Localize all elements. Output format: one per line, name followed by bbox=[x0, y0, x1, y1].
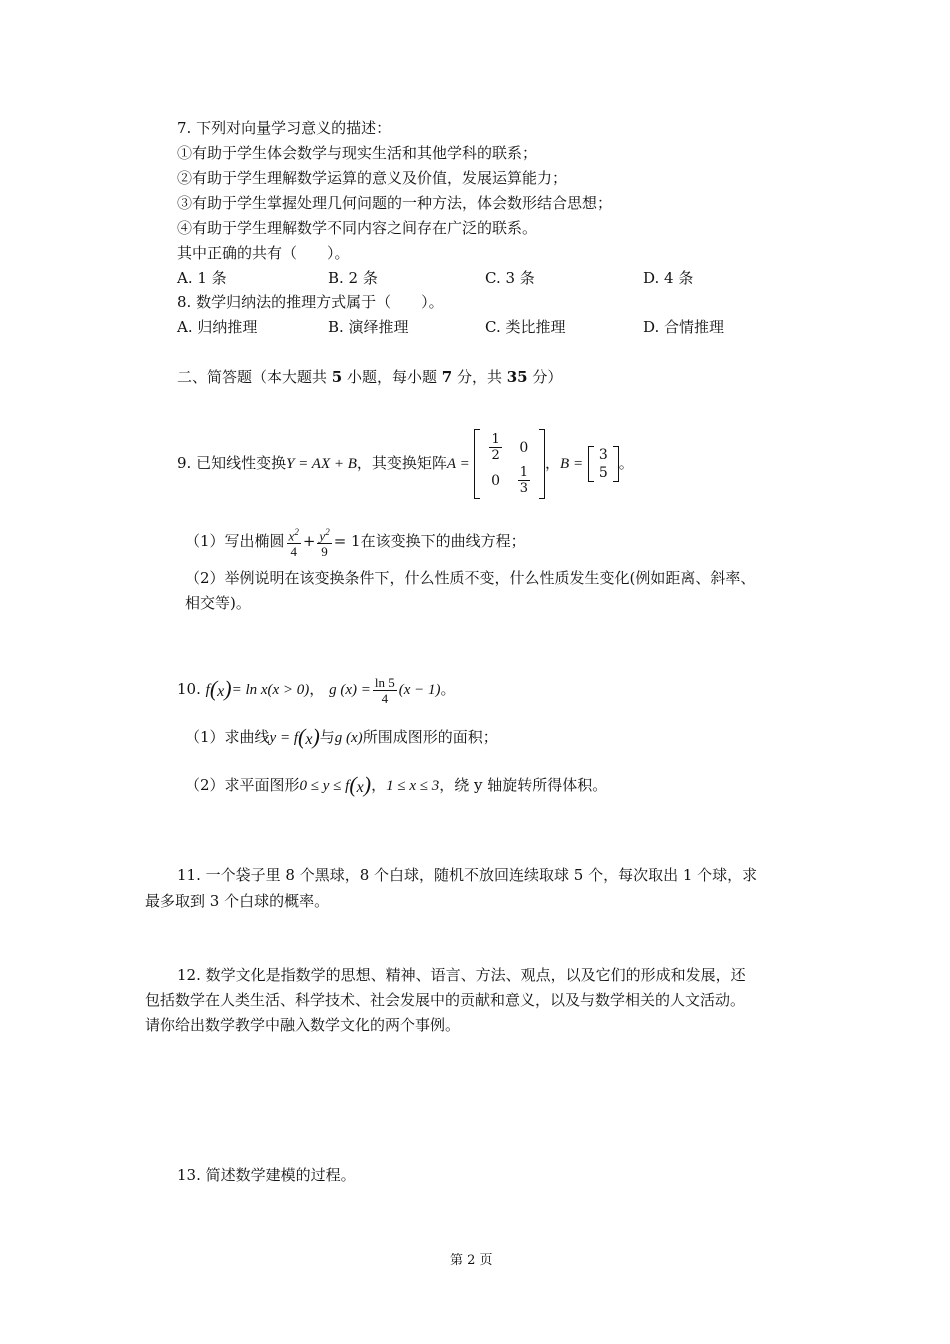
q8-option-a: A. 归纳推理 bbox=[177, 318, 258, 336]
ellipse-y-term: $\frac{y^2}{9}$ bbox=[319, 526, 330, 560]
q7-stem: 7. 下列对向量学习意义的描述： bbox=[177, 119, 392, 137]
q8-option-c: C. 类比推理 bbox=[485, 318, 566, 336]
q7-item-3: ③有助于学生掌握处理几何问题的一种方法，体会数形结合思想； bbox=[177, 194, 613, 212]
f-of-x: f(x) bbox=[205, 676, 232, 701]
q12-line-2: 包括数学在人类生活、科学技术、社会发展中的贡献和意义，以及与数学相关的人文活动。 bbox=[145, 991, 746, 1009]
q7-item-1: ①有助于学生体会数学与现实生活和其他学科的联系； bbox=[177, 144, 538, 162]
q11-line-2: 最多取到 3 个白球的概率。 bbox=[145, 892, 330, 910]
q10-part-2: （2）求平面图形0 ≤ y ≤ f(x)，1 ≤ x ≤ 3，绕 y 轴旋转所得体积。 bbox=[185, 772, 608, 797]
ellipse-x-term: $\frac{x^2}{4}$ bbox=[288, 526, 299, 560]
q9-part-2-line-1: （2）举例说明在该变换条件下，什么性质不变，什么性质发生变化(例如距离、斜率、 bbox=[185, 569, 756, 587]
q8-option-b: B. 演绎推理 bbox=[328, 318, 409, 336]
section-heading: 二、简答题（本大题共 5 小题，每小题 7 分，共 35 分） bbox=[177, 368, 563, 386]
q9-transform-eq: Y = AX + B bbox=[286, 456, 357, 472]
q7-option-a: A. 1 条 bbox=[177, 269, 227, 287]
q8-stem: 8. 数学归纳法的推理方式属于（ ）。 bbox=[177, 293, 444, 311]
q7-option-d: D. 4 条 bbox=[643, 269, 694, 287]
matrix-b: 3 5 bbox=[588, 446, 619, 482]
page-number: 第 2 页 bbox=[450, 1253, 493, 1268]
q9-stem: 9. 已知线性变换Y = AX + B，其变换矩阵A = $\frac{1}{2}$ 0 0 $\frac{1}{3}$ ，B = 3 5 。 bbox=[177, 428, 634, 499]
q9-part-1: （1）写出椭圆 $\frac{x^2}{4}$ + $\frac{y^2}{9}$ = 1在该变换下的曲线方程； bbox=[185, 526, 526, 560]
q13-text: 13. 简述数学建模的过程。 bbox=[177, 1166, 356, 1184]
q7-ask: 其中正确的共有（ ）。 bbox=[177, 244, 350, 262]
q12-line-1: 12. 数学文化是指数学的思想、精神、语言、方法、观点，以及它们的形成和发展，还 bbox=[177, 966, 746, 984]
q7-item-4: ④有助于学生理解数学不同内容之间存在广泛的联系。 bbox=[177, 219, 538, 237]
q11-line-1: 11. 一个袋子里 8 个黑球，8 个白球，随机不放回连续取球 5 个，每次取出 1 个球，求 bbox=[177, 866, 758, 884]
q8-option-d: D. 合情推理 bbox=[643, 318, 725, 336]
q10-stem: 10. f(x)= ln x(x > 0)， g (x) = $\frac{\ln 5}{4}$ (x − 1)。 bbox=[177, 674, 456, 706]
q7-item-2: ②有助于学生理解数学运算的意义及价值，发展运算能力； bbox=[177, 169, 568, 187]
q10-part-1: （1）求曲线y = f(x)与g (x)所围成图形的面积； bbox=[185, 724, 498, 749]
q7-option-c: C. 3 条 bbox=[485, 269, 535, 287]
q12-line-3: 请你给出数学教学中融入数学文化的两个事例。 bbox=[145, 1016, 461, 1034]
matrix-a: $\frac{1}{2}$ 0 0 $\frac{1}{3}$ bbox=[474, 429, 545, 499]
q7-option-b: B. 2 条 bbox=[328, 269, 378, 287]
q9-part-2-line-2: 相交等)。 bbox=[185, 594, 251, 612]
